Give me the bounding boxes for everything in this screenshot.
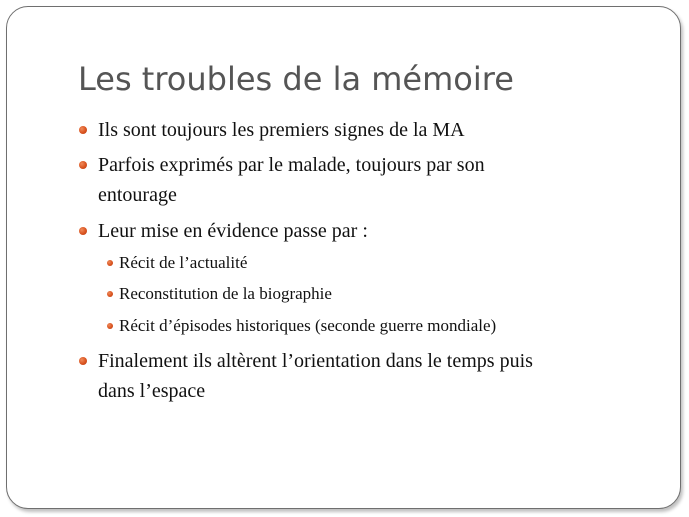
bullet-item: [98, 346, 533, 406]
bullet-line: Parfois exprimés par le malade, toujours par son: [98, 154, 485, 176]
bullet-item: [98, 150, 485, 210]
slide-title: Les troubles de la mémoire: [78, 60, 514, 98]
bullet-dot-icon: [79, 357, 87, 365]
sub-bullet-item: [119, 281, 332, 307]
sub-bullet-dot-icon: [107, 291, 113, 297]
sub-bullet-item: [119, 313, 496, 339]
bullet-line: entourage: [98, 184, 177, 206]
sub-bullet-line: Reconstitution de la biographie: [119, 284, 332, 303]
bullet-item: [98, 115, 465, 145]
sub-bullet-line: Récit d’épisodes historiques (seconde guerre mondiale): [119, 316, 497, 335]
sub-bullet-line: Récit de l’actualité: [119, 253, 248, 272]
slide: [6, 6, 681, 509]
sub-bullet-dot-icon: [107, 323, 113, 329]
bullet-line: dans l’espace: [98, 380, 206, 402]
bullet-line: Leur mise en évidence passe par :: [98, 220, 368, 242]
bullet-line: Ils sont toujours les premiers signes de la MA: [98, 119, 465, 141]
bullet-dot-icon: [79, 126, 87, 134]
bullet-line: Finalement ils altèrent l’orientation dans le temps puis: [98, 350, 533, 372]
bullet-dot-icon: [79, 227, 87, 235]
bullet-dot-icon: [79, 161, 87, 169]
sub-bullet-dot-icon: [107, 260, 113, 266]
bullet-item: [98, 216, 368, 246]
sub-bullet-item: [119, 250, 247, 276]
